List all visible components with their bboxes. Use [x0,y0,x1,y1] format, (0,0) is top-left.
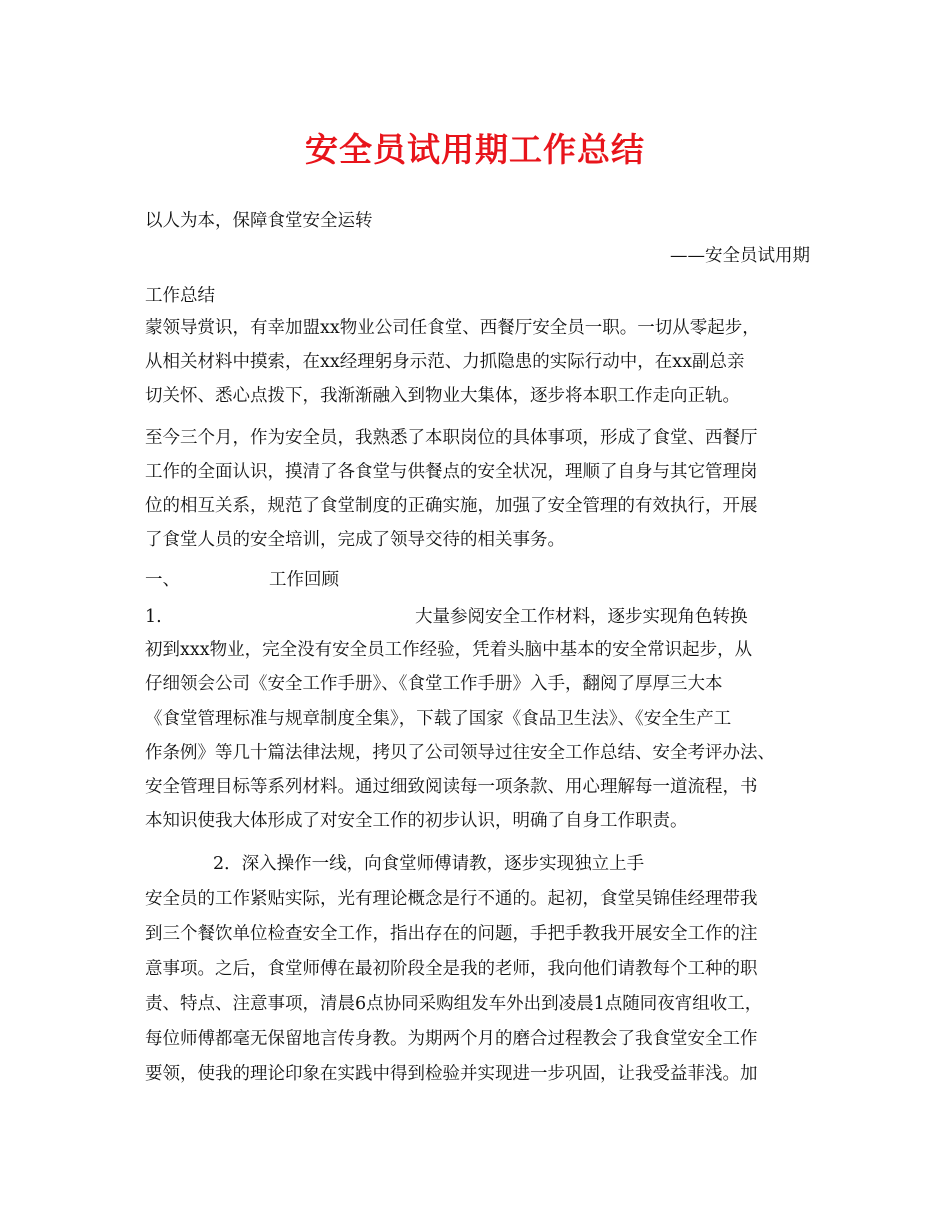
paragraph-line: 责、特点、注意事项，清晨6点协同采购组发车外出到凌晨1点随同夜宵组收工， [145,994,763,1014]
byline-continued: 工作总结 [145,286,215,306]
paragraph-line: 安全管理目标等系列材料。通过细致阅读每一项条款、用心理解每一道流程，书 [145,777,758,797]
paragraph-line: 工作的全面认识，摸清了各食堂与供餐点的安全状况，理顺了自身与其它管理岗 [145,462,758,482]
paragraph-line: 初到xxx物业，完全没有安全员工作经验，凭着头脑中基本的安全常识起步，从 [145,640,753,660]
paragraph-line: 安全员的工作紧贴实际，光有理论概念是行不通的。起初，食堂吴锦佳经理带我 [145,889,758,909]
subtitle: 以人为本，保障食堂安全运转 [145,211,373,231]
subsection-number: 1. [145,607,162,627]
paragraph-line: 仔细领会公司《安全工作手册》、《食堂工作手册》入手，翻阅了厚厚三大本 [145,674,723,694]
document-title: 安全员试用期工作总结 [305,130,645,169]
subsection-heading: 2．深入操作一线，向食堂师傅请教，逐步实现独立上手 [213,854,645,874]
paragraph-line: 作条例》等几十篇法律法规，拷贝了公司领导过往安全工作总结、安全考评办法、 [145,743,775,763]
paragraph-line: 蒙领导赏识，有幸加盟xx物业公司任食堂、西餐厅安全员一职。一切从零起步， [145,318,760,338]
paragraph-line: 到三个餐饮单位检查安全工作，指出存在的问题，手把手教我开展安全工作的注 [145,924,758,944]
paragraph-line: 《食堂管理标准与规章制度全集》，下载了国家《食品卫生法》、《安全生产工 [145,709,732,729]
section-number: 一、 [145,570,180,590]
paragraph-line: 每位师傅都毫无保留地言传身教。为期两个月的磨合过程教会了我食堂安全工作 [145,1029,758,1049]
paragraph-line: 了食堂人员的安全培训，完成了领导交待的相关事务。 [145,530,565,550]
paragraph-line: 位的相互关系，规范了食堂制度的正确实施，加强了安全管理的有效执行，开展 [145,496,758,516]
subsection-title: 大量参阅安全工作材料，逐步实现角色转换 [415,607,748,627]
section-heading [145,567,810,593]
paragraph-line: 从相关材料中摸索，在xx经理躬身示范、力抓隐患的实际行动中，在xx副总亲 [145,352,745,372]
byline: ——安全员试用期 [670,246,810,266]
paragraph-line: 本知识使我大体形成了对安全工作的初步认识，明确了自身工作职责。 [145,811,688,831]
subsection-heading [145,604,810,630]
paragraph-line: 切关怀、悉心点拨下，我渐渐融入到物业大集体，逐步将本职工作走向正轨。 [145,386,740,406]
paragraph-line: 意事项。之后，食堂师傅在最初阶段全是我的老师，我向他们请教每个工种的职 [145,959,758,979]
section-title: 工作回顾 [269,570,339,590]
paragraph-line: 要领，使我的理论印象在实践中得到检验并实现进一步巩固，让我受益菲浅。加 [145,1064,758,1084]
paragraph-line: 至今三个月，作为安全员，我熟悉了本职岗位的具体事项，形成了食堂、西餐厅 [145,428,758,448]
